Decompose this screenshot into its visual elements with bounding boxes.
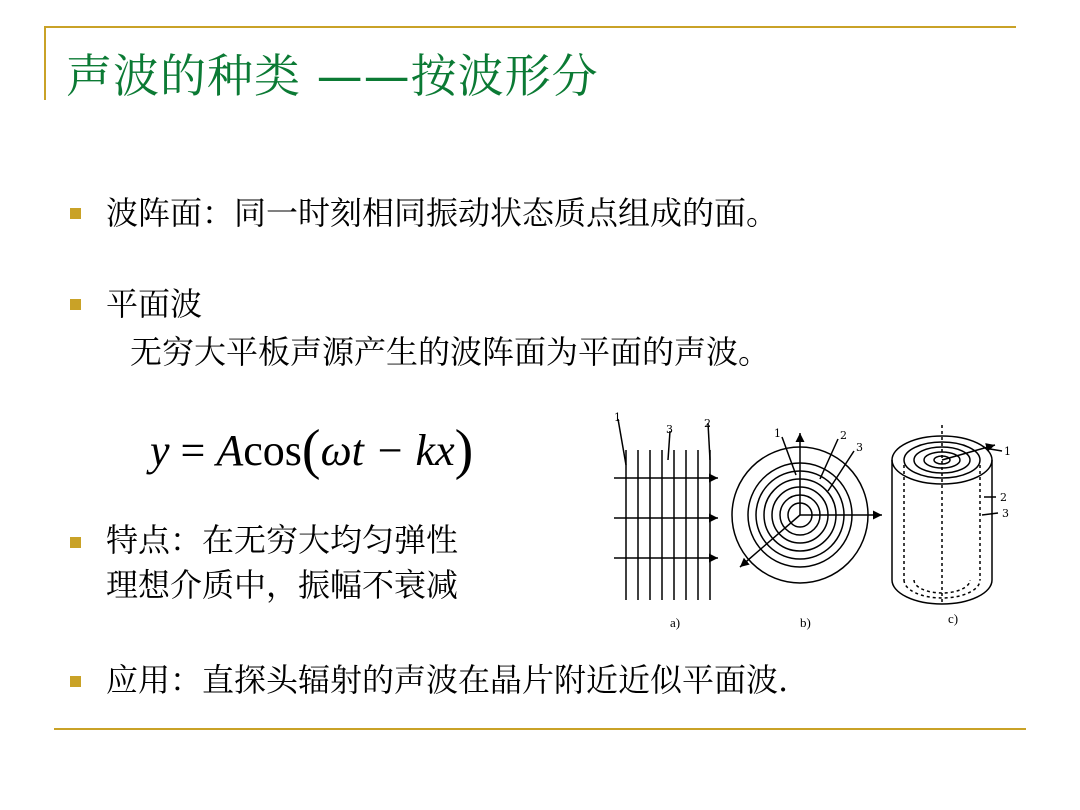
bullet-plane-wave: 平面波 (106, 285, 203, 323)
label-b-1: 1 (774, 427, 781, 440)
label-b-3: 3 (856, 441, 863, 454)
cylindrical-wave-diagram (892, 425, 1002, 605)
bullet-marker-2 (70, 299, 81, 310)
bullet-marker-3 (70, 537, 81, 548)
left-rule (44, 26, 46, 100)
caption-b: b) (800, 615, 811, 630)
label-a-1: 1 (614, 411, 621, 424)
formula-argument: ωt − kx (320, 426, 455, 475)
label-b-2: 2 (840, 429, 847, 442)
caption-a: a) (670, 615, 681, 630)
plane-wave-description: 无穷大平板声源产生的波阵面为平面的声波。 (130, 333, 771, 371)
label-c-2: 2 (1000, 491, 1007, 504)
spherical-wave-diagram (732, 433, 882, 583)
slide-title: 声波的种类 ——按波形分 (66, 49, 599, 103)
bullet-wavefront: 波阵面：同一时刻相同振动状态质点组成的面。 (106, 194, 779, 232)
bullet-features-line1: 特点：在无穷大均匀弹性 (106, 521, 459, 559)
wavefront-figure (600, 405, 1030, 640)
plane-wave-formula: y = Acos(ωt − kx) (150, 419, 474, 481)
label-a-3: 3 (666, 423, 673, 436)
label-a-2: 2 (704, 417, 711, 430)
bullet-application: 应用：直探头辐射的声波在晶片附近近似平面波. (106, 661, 789, 699)
bullet-marker-4 (70, 676, 81, 687)
label-c-1: 1 (1004, 445, 1011, 458)
bullet-marker-1 (70, 208, 81, 219)
formula-y: y (150, 426, 170, 475)
label-c-3: 3 (1002, 507, 1009, 520)
formula-amplitude: A (216, 426, 244, 475)
formula-cos: cos (243, 426, 302, 475)
top-rule (44, 26, 1016, 28)
plane-wave-diagram (614, 419, 718, 600)
caption-c: c) (948, 611, 959, 626)
bottom-rule (54, 728, 1026, 730)
bullet-features-line2: 理想介质中，振幅不衰减 (106, 566, 459, 604)
formula-equals: = (169, 426, 217, 475)
